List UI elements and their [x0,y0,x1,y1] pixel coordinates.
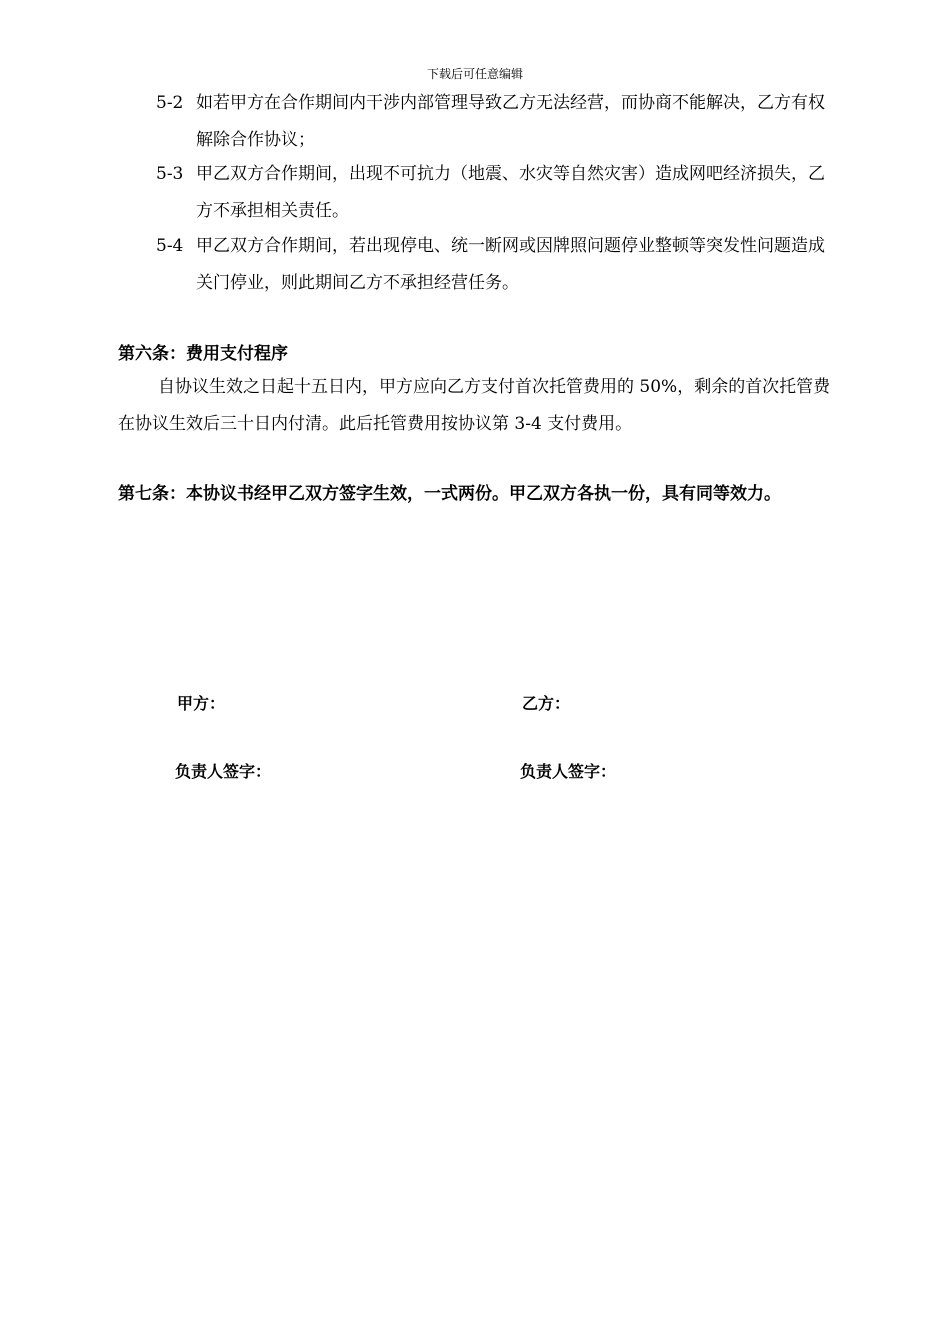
party-b-label: 乙方： [522,694,571,713]
header-note: 下载后可任意编辑 [426,67,523,81]
clause-number: 5-2 [156,93,184,113]
clause-text: 甲乙双方合作期间，出现不可抗力（地震、水灾等自然灾害）造成网吧经济损失，乙方不承担相关责任。 [196,164,825,221]
article-6-body: 自协议生效之日起十五日内，甲方应向乙方支付首次托管费用的 50%，剩余的首次托管费在协议生效后三十日内付清。此后托管费用按协议第 3-4 支付费用。 [118,377,831,434]
clause-text: 甲乙双方合作期间，若出现停电、统一断网或因牌照问题停业整顿等突发性问题造成关门停业，则此期间乙方不承担经营任务。 [196,236,825,293]
party-b-signature-label: 负责人签字： [520,762,617,781]
party-a-signature-label: 负责人签字： [175,762,272,781]
clause-5-4 [156,228,836,302]
clause-number: 5-4 [156,236,184,256]
article-7-text: 第七条：本协议书经甲乙双方签字生效，一式两份。甲乙双方各执一份，具有同等效力。 [118,484,781,504]
clause-number: 5-3 [156,164,184,184]
article-6-heading: 第六条：费用支付程序 [118,344,288,364]
clause-text: 如若甲方在合作期间内干涉内部管理导致乙方无法经营，而协商不能解决，乙方有权解除合作协议； [196,93,825,150]
clause-5-3 [156,156,836,230]
party-a-label: 甲方： [177,694,226,713]
clause-5-2 [156,85,836,159]
